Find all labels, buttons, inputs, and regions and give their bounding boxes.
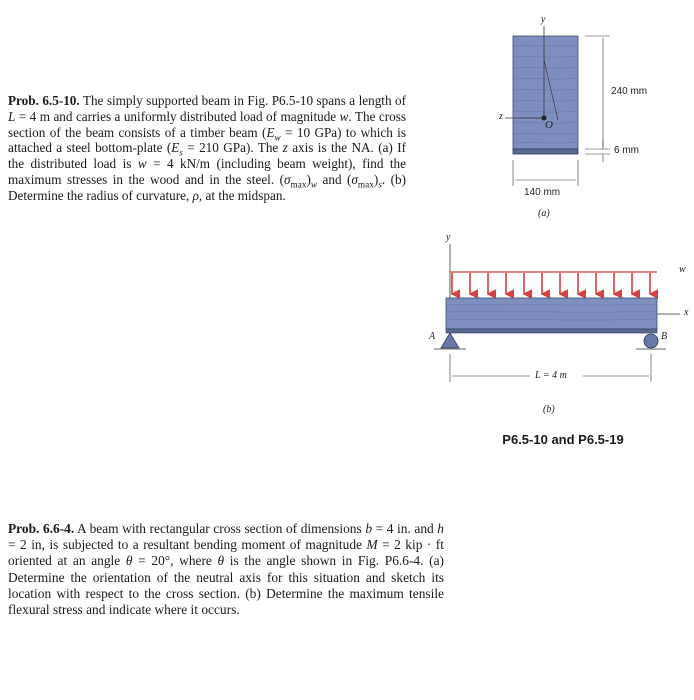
math-subscript: s bbox=[378, 179, 382, 190]
text-segment: = 210 GPa). The bbox=[182, 140, 283, 156]
text-segment: = 10 GPa) to which is attached a steel bottom-plate ( bbox=[8, 124, 406, 156]
problem-6-6-4 bbox=[8, 521, 444, 618]
z-axis-label: z bbox=[499, 111, 503, 122]
math-symbol: E bbox=[266, 124, 275, 140]
math-symbol: M bbox=[366, 537, 378, 553]
part-a-label: (a) bbox=[538, 208, 550, 219]
math-symbol: θ bbox=[125, 553, 133, 569]
cross-section bbox=[505, 26, 610, 186]
width-dimension: 140 mm bbox=[524, 187, 561, 198]
text-segment: ) bbox=[373, 171, 379, 187]
math-symbol: E bbox=[171, 140, 180, 156]
load-arrows bbox=[452, 273, 650, 294]
math-symbol: z bbox=[282, 140, 288, 156]
text-segment: = 20°, where bbox=[132, 553, 218, 569]
text-segment: . (b) Determine the radius of curvature, bbox=[8, 171, 406, 203]
text-segment: The simply supported beam in Fig. P6.5-10 spans a length of bbox=[79, 93, 406, 108]
text-segment: is the angle shown in Fig. P6.6-4. (a) Determine the orientation of the neutral axis for this situation and sketch its location with respect to the cross section. (b) Determine the maximum tensile flexural stress and indicate where it occurs. bbox=[8, 553, 444, 618]
math-symbol: ρ bbox=[192, 187, 199, 203]
text-segment: . The cross section of the beam consists of a timber beam ( bbox=[8, 108, 406, 140]
height-dimension: 240 mm bbox=[611, 86, 648, 97]
x-axis-label: x bbox=[684, 307, 689, 318]
text-segment: = 2 kip · ft oriented at an angle bbox=[8, 537, 444, 569]
problem-number: Prob. 6.5-10. bbox=[8, 93, 80, 108]
origin-label: O bbox=[545, 119, 553, 131]
math-subscript: s bbox=[179, 148, 183, 159]
text-segment: A beam with rectangular cross section of dimensions bbox=[74, 521, 366, 536]
steel-plate bbox=[513, 149, 578, 154]
text-segment: axis is the NA. (a) If the distributed load is bbox=[8, 140, 406, 172]
text-segment: = 4 in. and bbox=[372, 521, 438, 536]
math-symbol: θ bbox=[217, 553, 225, 569]
span-length-label: L = 4 m bbox=[535, 370, 567, 381]
math-symbol: L bbox=[8, 108, 16, 124]
math-subscript: max bbox=[357, 179, 374, 190]
text-segment: = 2 in, is subjected to a resultant bending moment of magnitude bbox=[8, 537, 367, 553]
math-subscript: w bbox=[274, 132, 281, 143]
text-segment: = 4 m and carries a uniformly distributed load of magnitude bbox=[15, 108, 340, 124]
math-subscript: w bbox=[310, 179, 318, 190]
math-symbol: w bbox=[137, 156, 147, 172]
figure-caption: P6.5-10 and P6.5-19 bbox=[502, 432, 624, 447]
math-symbol: h bbox=[437, 521, 444, 536]
text-segment: , at the midspan. bbox=[198, 187, 286, 203]
math-symbol: σ bbox=[351, 171, 358, 187]
plate-thickness-dimension: 6 mm bbox=[614, 145, 639, 156]
part-b-label: (b) bbox=[543, 404, 555, 415]
problem-number: Prob. 6.6-4. bbox=[8, 521, 75, 536]
beam-diagram bbox=[434, 244, 680, 382]
roller-support-b bbox=[644, 334, 658, 348]
math-symbol: b bbox=[365, 521, 373, 536]
support-b-label: B bbox=[661, 331, 668, 342]
beam-body bbox=[446, 298, 657, 329]
text-segment: ) bbox=[306, 171, 311, 187]
text-segment: and ( bbox=[317, 171, 352, 187]
support-a-label: A bbox=[429, 331, 436, 342]
y-axis-label-b: y bbox=[446, 232, 451, 243]
math-symbol: σ bbox=[284, 171, 291, 187]
y-axis-label-a: y bbox=[541, 14, 546, 25]
beam-steel-plate bbox=[446, 329, 657, 333]
text-segment: = 4 kN/m (including beam weight), find the maximum stresses in the wood and in the steel. ( bbox=[8, 156, 406, 187]
pin-support-a bbox=[441, 333, 459, 348]
timber-section bbox=[513, 36, 578, 149]
math-subscript: max bbox=[290, 179, 307, 190]
math-symbol: w bbox=[339, 108, 349, 124]
load-w-label: w bbox=[679, 264, 686, 275]
